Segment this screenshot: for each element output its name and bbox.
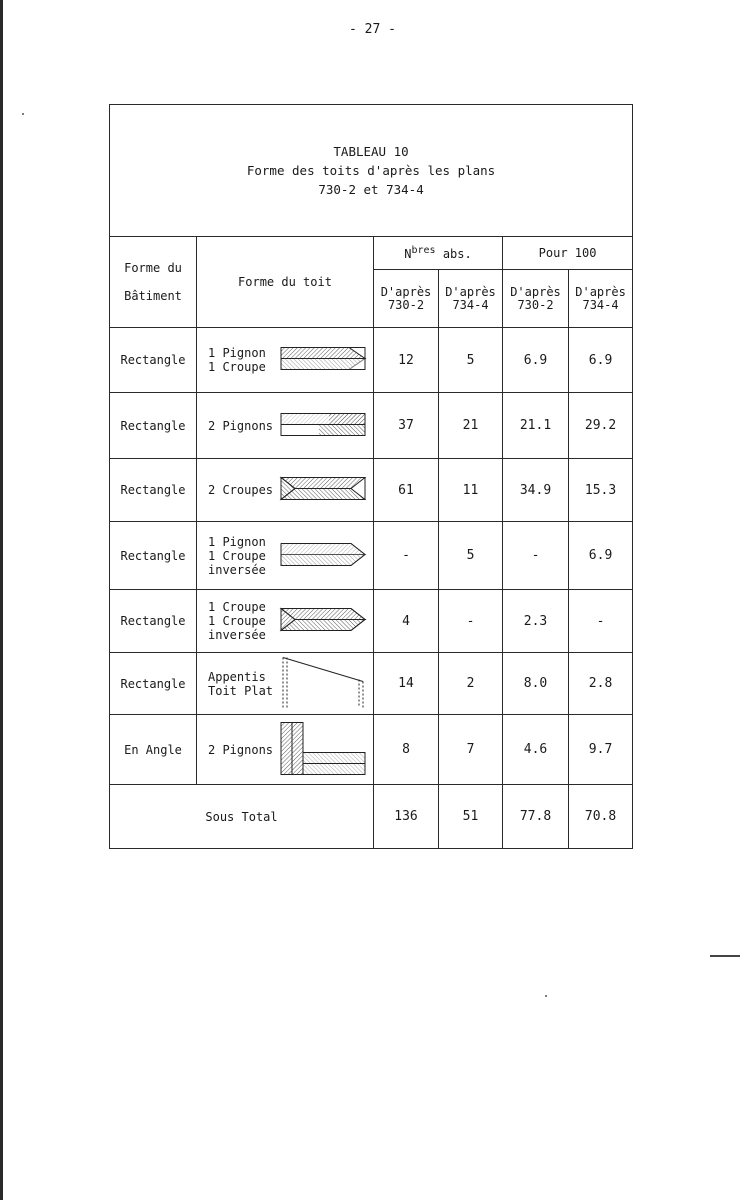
roof-shape-line: 1 Croupe (208, 600, 266, 614)
pct-730-cell: 2.3 (503, 590, 569, 653)
subtotal-n-734: 51 (439, 785, 503, 849)
subtotal-row (110, 785, 633, 849)
header-abs-sup: bres (411, 245, 436, 256)
roof-shape-label (208, 670, 273, 698)
roof-shape-label (208, 535, 266, 577)
header-percent: Pour 100 (503, 237, 633, 270)
header-abs-n: N (404, 247, 412, 261)
header-building-line1: Forme du (124, 261, 182, 275)
header-sub-line1: D'après (380, 284, 432, 299)
count-730-cell: 8 (374, 715, 439, 785)
scan-speck (22, 113, 24, 115)
subtotal-n-730: 136 (374, 785, 439, 849)
roof-shape-label (208, 743, 273, 757)
count-730-cell: 12 (374, 328, 439, 393)
count-734-cell: 11 (439, 459, 503, 522)
roof-shape-cell (197, 328, 374, 393)
roof-shape-cell (197, 459, 374, 522)
count-730-cell: - (374, 522, 439, 590)
roof-shape-cell (197, 522, 374, 590)
roof-shape-line: inversée (208, 628, 266, 642)
header-absolute-numbers (374, 237, 503, 270)
header-building-line2: Bâtiment (124, 289, 182, 303)
header-sub-line1: D'après (445, 284, 496, 299)
pignon-croupe-roof-icon (279, 345, 369, 376)
scan-speck (545, 995, 547, 997)
building-shape-cell: Rectangle (110, 522, 197, 590)
pct-734-cell: 29.2 (569, 393, 633, 459)
table-row (110, 653, 633, 715)
roof-shape-line: 1 Pignon (208, 346, 266, 360)
count-734-cell: 5 (439, 522, 503, 590)
header-sub-2 (503, 270, 569, 328)
pct-730-cell: 21.1 (503, 393, 569, 459)
count-734-cell: 7 (439, 715, 503, 785)
table-row (110, 522, 633, 590)
roof-shape-cell (197, 715, 374, 785)
count-734-cell: 21 (439, 393, 503, 459)
header-sub-line2: 730-2 (387, 297, 425, 312)
pct-734-cell: 9.7 (569, 715, 633, 785)
count-730-cell: 14 (374, 653, 439, 715)
header-sub-line2: 734-4 (582, 297, 619, 312)
header-sub-0 (374, 270, 439, 328)
count-730-cell: 61 (374, 459, 439, 522)
scan-right-mark (710, 955, 740, 957)
subtotal-pct-730: 77.8 (503, 785, 569, 849)
pct-734-cell: 2.8 (569, 653, 633, 715)
table-row (110, 393, 633, 459)
roof-shape-label (208, 600, 266, 642)
pignon-inverted-hip-roof-icon (279, 540, 369, 571)
scan-left-edge (0, 0, 3, 1200)
page-number: - 27 - (349, 22, 396, 37)
table-title: TABLEAU 10 (333, 144, 409, 159)
subtotal-pct-734: 70.8 (569, 785, 633, 849)
building-shape-cell: Rectangle (110, 459, 197, 522)
roof-shape-line: 2 Pignons (208, 742, 274, 757)
roof-shape-line: 2 Pignons (208, 418, 274, 433)
header-building-shape (110, 237, 197, 328)
pct-730-cell: 8.0 (503, 653, 569, 715)
header-sub-1 (439, 270, 503, 328)
table-row (110, 590, 633, 653)
hip-inverted-hip-roof-icon (279, 606, 369, 637)
roof-shape-line: 1 Croupe (208, 614, 266, 628)
count-734-cell: - (439, 590, 503, 653)
header-sub-line1: D'après (510, 284, 561, 299)
table-subtitle-plans: 730-2 et 734-4 (318, 182, 424, 197)
count-730-cell: 4 (374, 590, 439, 653)
building-shape-cell: En Angle (110, 715, 197, 785)
two-gables-roof-icon (279, 410, 369, 441)
lean-to-roof-icon (279, 653, 369, 714)
l-shaped-roof-icon (279, 719, 369, 780)
pct-730-cell: 34.9 (503, 459, 569, 522)
pct-730-cell: - (503, 522, 569, 590)
count-734-cell: 5 (439, 328, 503, 393)
table-row (110, 715, 633, 785)
pct-734-cell: 6.9 (569, 328, 633, 393)
count-730-cell: 37 (374, 393, 439, 459)
count-734-cell: 2 (439, 653, 503, 715)
building-shape-cell: Rectangle (110, 393, 197, 459)
roof-shape-line: Toit Plat (208, 683, 274, 698)
subtotal-label: Sous Total (110, 785, 374, 849)
header-roof-shape: Forme du toit (197, 237, 374, 328)
two-hips-roof-icon (279, 475, 369, 506)
header-sub-line2: 734-4 (452, 297, 489, 312)
building-shape-cell: Rectangle (110, 653, 197, 715)
roof-shape-line: 1 Pignon (208, 534, 266, 549)
table-row (110, 459, 633, 522)
roof-shape-line: 2 Croupes (208, 483, 274, 497)
roof-shape-line: inversée (208, 562, 266, 577)
pct-734-cell: 6.9 (569, 522, 633, 590)
header-sub-line2: 730-2 (517, 297, 554, 312)
table-title-cell (110, 105, 633, 237)
header-sub-line1: D'après (575, 284, 626, 299)
header-abs-rest: abs. (442, 247, 472, 261)
building-shape-cell: Rectangle (110, 328, 197, 393)
pct-734-cell: - (569, 590, 633, 653)
roof-shape-line: Appentis (208, 669, 266, 684)
roof-shape-cell (197, 590, 374, 653)
roof-shape-cell (197, 393, 374, 459)
pct-730-cell: 4.6 (503, 715, 569, 785)
pct-734-cell: 15.3 (569, 459, 633, 522)
roof-shape-line: 1 Croupe (208, 548, 266, 563)
roof-shapes-table (109, 104, 633, 849)
pct-730-cell: 6.9 (503, 328, 569, 393)
table-subtitle: Forme des toits d'après les plans (246, 163, 496, 178)
table-row (110, 328, 633, 393)
roof-shape-label (208, 419, 273, 433)
roof-shape-label (208, 483, 273, 497)
roof-shape-label (208, 346, 266, 374)
header-sub-3 (569, 270, 633, 328)
roof-shape-cell (197, 653, 374, 715)
roof-shape-line: 1 Croupe (208, 360, 266, 374)
building-shape-cell: Rectangle (110, 590, 197, 653)
